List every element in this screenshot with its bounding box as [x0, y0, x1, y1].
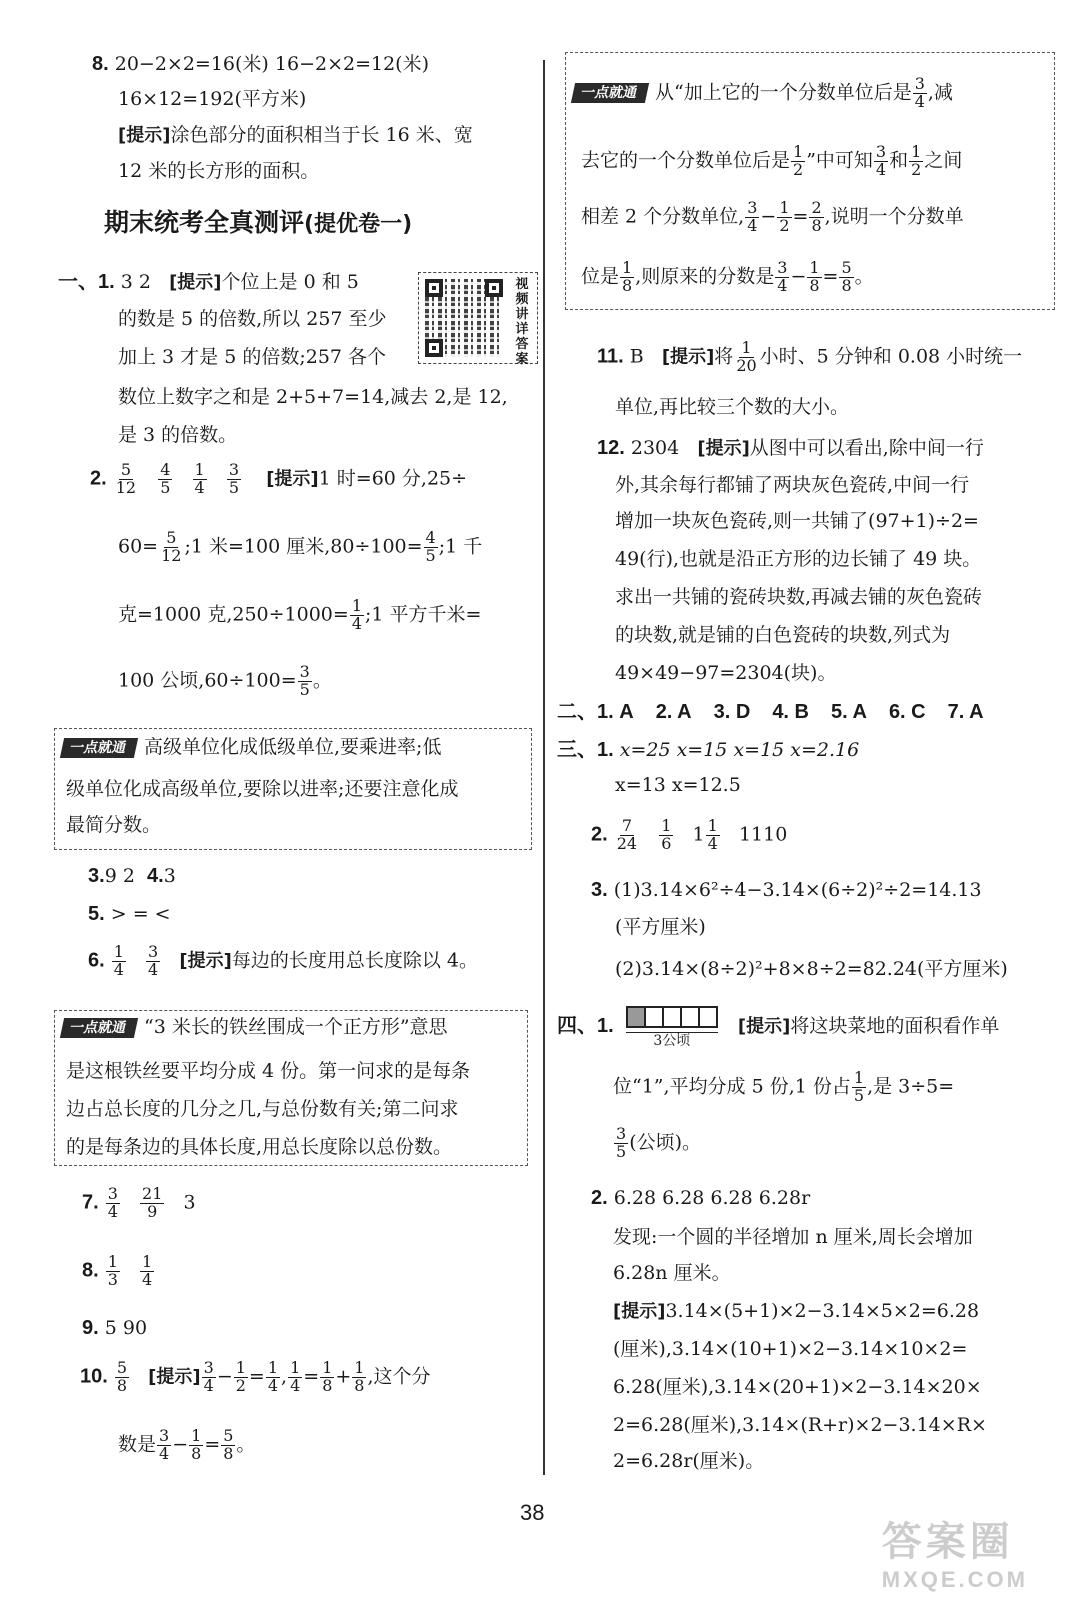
fraction: $\frac{2}{8}$: [811, 198, 822, 235]
fraction: $\frac{1}{6}$: [661, 816, 672, 853]
sec4-k3: 6.28(厘米),3.14×(20+1)×2−3.14×20×: [613, 1376, 982, 1398]
q12-line2: 外,其余每行都铺了两块灰色瓷砖,中间一行: [615, 474, 970, 496]
fraction: $\frac{1}{2}$: [235, 1358, 246, 1395]
sec3-line1: 三、1. x=25 x=15 x=15 x=2.16: [557, 739, 860, 761]
qr-caption: 视频讲详答案: [515, 277, 529, 367]
tip3-line4: 位是 $\frac{1}{8}$ ,则原来的分数是 $\frac{3}{4}$ − $\frac{1}{8}$ = $\frac{5}{8}$ 。: [581, 258, 874, 295]
fraction: $\frac{3}{4}$: [148, 942, 159, 979]
sec4-k2: (厘米),3.14×(10+1)×2−3.14×10×2=: [613, 1338, 968, 1360]
fraction: $\frac{1}{8}$: [809, 258, 820, 295]
fraction: $\frac{3}{4}$: [777, 258, 788, 295]
fraction: $\frac{1}{4}$: [194, 460, 205, 497]
q8-hint-b: 12 米的长方形的面积。: [118, 160, 320, 182]
fraction: $\frac{3}{4}$: [747, 198, 758, 235]
watermark-main: 答案圈: [881, 1520, 1014, 1564]
sec2-answer: 4. B: [772, 701, 809, 723]
sec2-answer: 5. A: [831, 701, 867, 723]
tip1-line1: 一点就通 高级单位化成低级单位,要乘进率;低: [62, 738, 441, 758]
fraction: $\frac{1}{3}$: [107, 1252, 118, 1289]
p1-line4: 数位上数字之和是 2+5+7=14,减去 2,是 12,: [118, 386, 508, 408]
q6: 6. $\frac{1}{4}$ $\frac{3}{4}$ [提示]每边的长度用总长度除以 4。: [88, 942, 478, 979]
fraction: $\frac{1}{4}$: [290, 1358, 301, 1395]
fraction: $\frac{3}{5}$: [616, 1124, 627, 1161]
tip1-line3: 最简分数。: [66, 814, 162, 836]
tip2-line4: 的是每条边的具体长度,用总长度除以总份数。: [66, 1136, 453, 1158]
fraction: $\frac{3}{4}$: [875, 142, 887, 179]
q12-line3: 增加一块灰色瓷砖,则一共铺了(97+1)÷2=: [615, 510, 979, 532]
tip3-line2: 去它的一个分数单位后是 $\frac{1}{2}$ ”中可知 $\frac{3}{4}$ 和 $\frac{1}{2}$ 之间: [581, 142, 963, 179]
q8-line2: 16×12=192(平方米): [118, 88, 307, 110]
sec4-line2: 位“1”,平均分成 5 份,1 份占 $\frac{1}{5}$ ,是 3÷5=: [613, 1068, 955, 1105]
column-divider: [543, 60, 545, 1475]
fraction: $\frac{1}{4}$: [113, 942, 124, 979]
fraction: $\frac{1}{4}$: [267, 1358, 279, 1395]
fraction: $\frac{1}{2}$: [793, 142, 804, 179]
tip-badge: 一点就通: [60, 738, 138, 758]
q10-line2: 数是 $\frac{3}{4}$ − $\frac{1}{8}$ = $\frac{5}{8}$ 。: [118, 1426, 256, 1463]
fraction: $\frac{1}{8}$: [322, 1358, 333, 1395]
q7: 7. $\frac{3}{4}$ $\frac{21}{9}$ 3: [82, 1184, 196, 1221]
sec4-find2: 6.28n 厘米。: [613, 1262, 731, 1284]
tip-badge: 一点就通: [60, 1018, 138, 1038]
fraction: $\frac{1}{20}$: [736, 338, 757, 375]
sec4-line1: 四、1. 3公顷 [提示]将这块菜地的面积看作单: [557, 1006, 999, 1048]
fraction: $\frac{1}{8}$: [191, 1426, 202, 1463]
fraction: $\frac{1}{8}$: [622, 258, 633, 295]
fraction: $\frac{5}{8}$: [116, 1358, 128, 1395]
sec3-line2: x=13 x=12.5: [615, 774, 741, 796]
fraction: $\frac{3}{5}$: [299, 662, 310, 699]
fraction: $\frac{1}{4}$: [351, 596, 362, 633]
tip2-line2: 是这根铁丝要平均分成 4 份。第一问求的是每条: [66, 1060, 471, 1082]
fraction: $\frac{1}{2}$: [911, 142, 922, 179]
fraction: $\frac{1}{5}$: [853, 1068, 865, 1105]
qr-eye-icon: [485, 279, 503, 297]
q11-line1: 11. B [提示]将 $\frac{1}{20}$ 小时、5 分钟和 0.08 小时统一: [597, 338, 1023, 375]
p1-line2: 的数是 5 的倍数,所以 257 至少: [118, 308, 387, 330]
tip-badge: 一点就通: [571, 83, 649, 103]
q12-line5: 求出一共铺的瓷砖块数,再减去铺的灰色瓷砖: [615, 586, 983, 608]
q12-line7: 49×49−97=2304(块)。: [615, 662, 837, 684]
q8-line1: 8. 20−2×2=16(米) 16−2×2=12(米): [92, 53, 430, 75]
sec3-q3-line3: (2)3.14×(8÷2)²+8×8÷2=82.24(平方厘米): [615, 958, 1008, 980]
p1-line5: 是 3 的倍数。: [118, 424, 238, 446]
sec4-k1: [提示]3.14×(5+1)×2−3.14×5×2=6.28: [613, 1300, 980, 1322]
tip3-line3: 相差 2 个分数单位, $\frac{3}{4}$ − $\frac{1}{2}$ = $\frac{2}{8}$ ,说明一个分数单: [581, 198, 964, 235]
sec4-line3: $\frac{3}{5}$ (公顷)。: [616, 1124, 702, 1161]
tip2-line1: 一点就通 “3 米长的铁丝围成一个正方形”意思: [62, 1018, 448, 1038]
q12-line4: 49(行),也就是沿正方形的边长铺了 49 块。: [615, 548, 982, 570]
fraction: $\frac{5}{8}$: [841, 258, 852, 295]
tip1-line2: 级单位化成高级单位,要除以进率;还要注意化成: [66, 778, 459, 800]
sec4-k4: 2=6.28(厘米),3.14×(R+r)×2−3.14×R×: [613, 1414, 987, 1436]
fraction: $\frac{4}{5}$: [425, 528, 436, 565]
p1-line3: 加上 3 才是 5 的倍数;257 各个: [118, 346, 387, 368]
q8-hint-a: [提示]涂色部分的面积相当于长 16 米、宽: [118, 124, 473, 146]
p2-line1: 2. $\frac{5}{12}$ $\frac{4}{5}$ $\frac{1}{4}$ $\frac{3}{5}$ [提示]1 时=60 分,25÷: [90, 460, 468, 497]
q10-line1: 10. $\frac{5}{8}$ [提示] $\frac{3}{4}$ − $\frac{1}{2}$ = $\frac{1}{4}$ , $\frac{1}{4}$ = $\frac{1}{8}$ + $\frac{1}{8}$ ,这个分: [80, 1358, 431, 1395]
qr-code: [418, 272, 538, 367]
fraction: $\frac{1}{8}$: [354, 1358, 365, 1395]
qr-eye-icon: [425, 279, 443, 297]
page-number: 38: [520, 1500, 545, 1525]
fraction: $\frac{4}{5}$: [160, 460, 171, 497]
fraction: $\frac{3}{4}$: [107, 1184, 118, 1221]
sec2-answer: 2. A: [655, 701, 692, 723]
q3-4: 3.9 2 4.3: [88, 865, 176, 887]
q12-line1: 12. 2304 [提示]从图中可以看出,除中间一行: [597, 437, 984, 459]
section-title: 期末统考全真测评(提优卷一): [104, 208, 413, 237]
p2-line2: 60= $\frac{5}{12}$ ;1 米=100 厘米,80÷100= $\frac{4}{5}$ ;1 千: [118, 528, 483, 565]
area-grid-diagram: 3公顷: [626, 1006, 718, 1048]
fraction: $\frac{1}{2}$: [779, 198, 790, 235]
sec3-q2: 2. $\frac{7}{24}$ $\frac{1}{6}$ 1 $\frac{1}{4}$ 1110: [591, 816, 788, 853]
sec2-answer: 1. A: [597, 701, 634, 723]
sec4-q2: 2. 6.28 6.28 6.28 6.28r: [591, 1187, 811, 1209]
p2-line3: 克=1000 克,250÷1000= $\frac{1}{4}$ ;1 平方千米=: [118, 596, 482, 633]
watermark: [882, 1510, 1028, 1593]
fraction: $\frac{3}{4}$: [914, 74, 925, 111]
p1-line1: 一、1. 3 2 [提示]个位上是 0 和 5: [58, 271, 359, 293]
fraction: $\frac{3}{4}$: [159, 1426, 170, 1463]
q9: 9. 5 90: [82, 1317, 148, 1339]
fraction: $\frac{3}{5}$: [228, 460, 240, 497]
q5: 5. > = <: [88, 903, 171, 925]
fraction: $\frac{1}{4}$: [707, 816, 718, 853]
p2-line4: 100 公顷,60÷100= $\frac{3}{5}$ 。: [118, 662, 332, 699]
sec4-k5: 2=6.28r(厘米)。: [613, 1450, 765, 1472]
sec2-answer: 3. D: [713, 701, 751, 723]
fraction: $\frac{3}{4}$: [203, 1358, 214, 1395]
qr-eye-icon: [425, 339, 443, 357]
tip2-line3: 边占总长度的几分之几,与总份数有关;第二问求: [66, 1098, 459, 1120]
sec2-answer: 6. C: [888, 701, 926, 723]
sec2-answers: 二、1. A 2. A 3. D 4. B 5. A 6. C 7. A: [557, 701, 984, 723]
watermark-url: MXQE.COM: [881, 1567, 1028, 1592]
q8b: 8. $\frac{1}{3}$ $\frac{1}{4}$: [82, 1252, 153, 1289]
fraction: $\frac{1}{4}$: [142, 1252, 153, 1289]
sec2-answer: 7. A: [947, 701, 984, 723]
sec3-q3-line2: (平方厘米): [615, 916, 706, 938]
fraction: $\frac{7}{24}$: [616, 816, 638, 853]
fraction: $\frac{5}{12}$: [115, 460, 137, 497]
tip3-line1: 一点就通 从“加上它的一个分数单位后是 $\frac{3}{4}$ ,减: [573, 76, 953, 111]
sec4-find1: 发现:一个圆的半径增加 n 厘米,周长会增加: [613, 1226, 973, 1248]
q11-line2: 单位,再比较三个数的大小。: [615, 396, 850, 418]
fraction: $\frac{21}{9}$: [142, 1184, 163, 1221]
fraction: $\frac{5}{12}$: [161, 528, 182, 565]
sec3-q3-line1: 3. (1)3.14×6²÷4−3.14×(6÷2)²÷2=14.13: [591, 879, 982, 901]
fraction: $\frac{5}{8}$: [223, 1426, 234, 1463]
q12-line6: 的块数,就是铺的白色瓷砖的块数,列式为: [615, 624, 951, 646]
